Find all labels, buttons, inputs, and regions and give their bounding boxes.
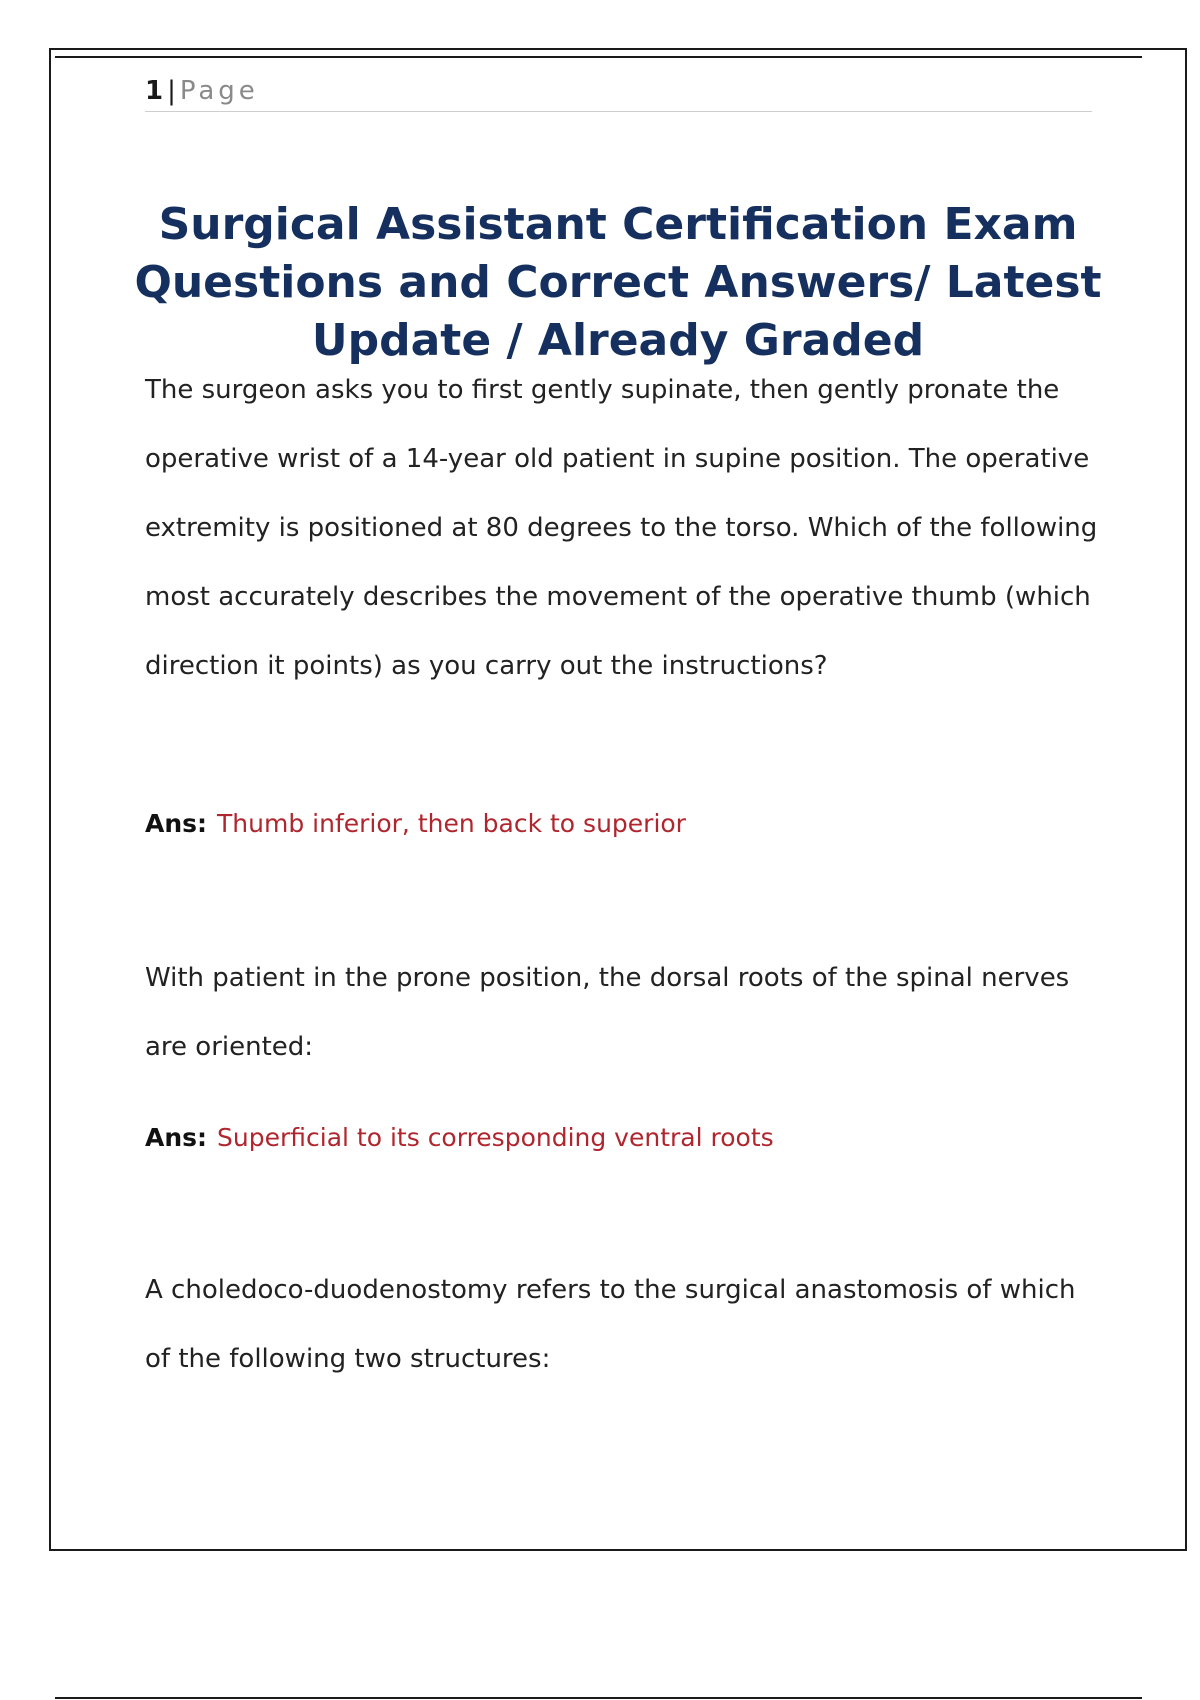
page-separator: |: [167, 76, 176, 106]
answer-text: Thumb inferior, then back to superior: [217, 809, 686, 838]
question-2: With patient in the prone position, the dorsal roots of the spinal nerves are oriented:: [145, 963, 1070, 1062]
answer-1: [145, 806, 1105, 842]
page-number: 1: [145, 76, 164, 106]
question-1: The surgeon asks you to first gently supinate, then gently pronate the operative wrist of a 14-year old patient in supine position. The operative extremity is positioned at 80 degrees to the torso. Which of the following most accurately describes the movement of the operative thumb (which direction it points) as you carry out the instructions?: [145, 375, 1098, 681]
answer-label: Ans:: [145, 1123, 208, 1152]
answer-text: Superficial to its corresponding ventral roots: [217, 1123, 774, 1152]
answer-label: Ans:: [145, 809, 208, 838]
page-header: [145, 74, 1092, 112]
question-3: A choledoco-duodenostomy refers to the surgical anastomosis of which of the following two structures:: [145, 1275, 1076, 1374]
answer-2: [145, 1120, 1105, 1156]
page-label: Page: [179, 76, 259, 106]
bottom-rule: [55, 1697, 1142, 1699]
document-title: Surgical Assistant Certification Exam Questions and Correct Answers/ Latest Update / Already Graded: [134, 199, 1102, 366]
